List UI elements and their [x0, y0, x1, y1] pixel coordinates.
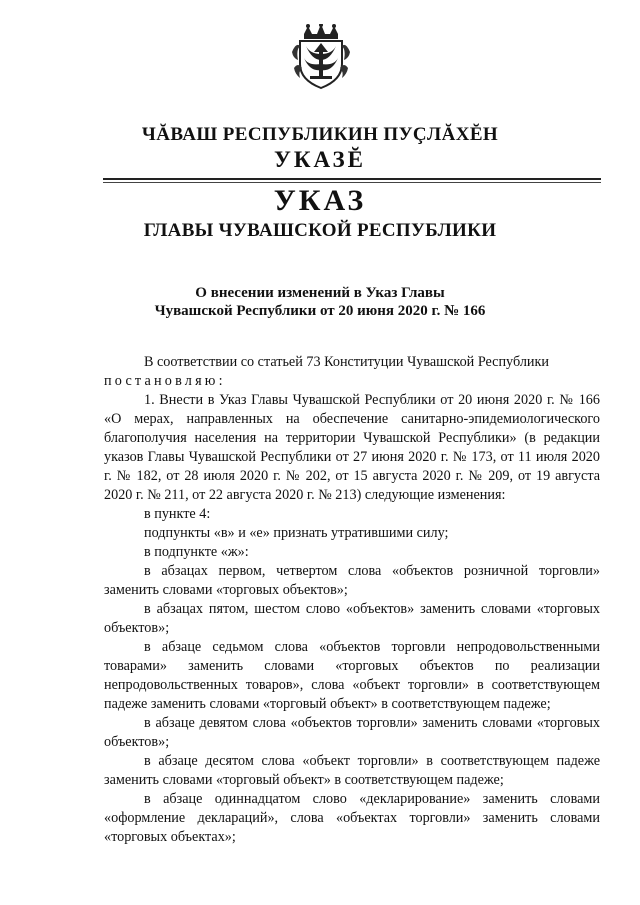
paragraph: в абзацах пятом, шестом слово «объектов» заменить словами «торговых объектов»; [104, 601, 600, 636]
document-body [104, 353, 600, 847]
paragraph: В соответствии со статьей 73 Конституции Чувашской Республики [144, 354, 549, 370]
paragraph: в абзаце седьмом слова «объектов торговли непродовольственными товарами» заменить словами «торговых объектов по реализации непродовольственных товаров», слова «объект торговли» в соответствующем падеже заменить словами «торговый объект» в соответствующем падеже; [104, 639, 600, 712]
header-glavy: ГЛАВЫ ЧУВАШСКОЙ РЕСПУБЛИКИ [143, 220, 497, 241]
header-ukaz: УКАЗ [273, 184, 367, 217]
header-ukaze: УКАЗĔ [273, 147, 367, 172]
paragraph: в абзаце одиннадцатом слово «декларирование» заменить словами «оформление деклараций», слова «объектах торговли» заменить словами «торговых объектах»; [104, 791, 600, 845]
paragraph: в подпункте «ж»: [144, 544, 249, 560]
paragraph: 1. Внести в Указ Главы Чувашской Республики от 20 июня 2020 г. № 166 «О мерах, направленных на обеспечение санитарно-эпидемиологического благополучия населения на территории Чувашской Республики» (в редакции указов Главы Чувашской Республики от 27 июня 2020 г. № 173, от 11 июля 2020 г. № 182, от 28 июля 2020 г. № 202, от 15 августа 2020 г. № 209, от 19 августа 2020 г. № 211, от 22 августа 2020 г. № 213) следующие изменения: [104, 392, 600, 503]
header-chuvash-line: ЧĂВАШ РЕСПУБЛИКИН ПУÇЛĂХĔН [141, 124, 499, 145]
header-rule-thin [103, 182, 601, 183]
paragraph: в абзаце девятом слова «объектов торговли» заменить словами «торговых объектов»; [104, 715, 600, 750]
paragraph: в абзаце десятом слова «объект торговли» в соответствующем падеже заменить словами «торговый объект» в соответствующем падеже; [104, 753, 600, 788]
header-rule [103, 178, 601, 180]
title-line-2: Чувашской Республики от 20 июня 2020 г. № 166 [154, 303, 486, 319]
paragraph-postanovlyayu: постановляю: [104, 373, 226, 389]
title-line-1: О внесении изменений в Указ Главы [195, 285, 445, 301]
coat-of-arms-icon [290, 24, 352, 90]
document-title [0, 284, 640, 320]
paragraph: в абзацах первом, четвертом слова «объектов розничной торговли» заменить словами «торговых объектов»; [104, 563, 600, 598]
paragraph: в пункте 4: [144, 506, 211, 522]
paragraph: подпункты «в» и «е» признать утратившими силу; [144, 525, 449, 541]
